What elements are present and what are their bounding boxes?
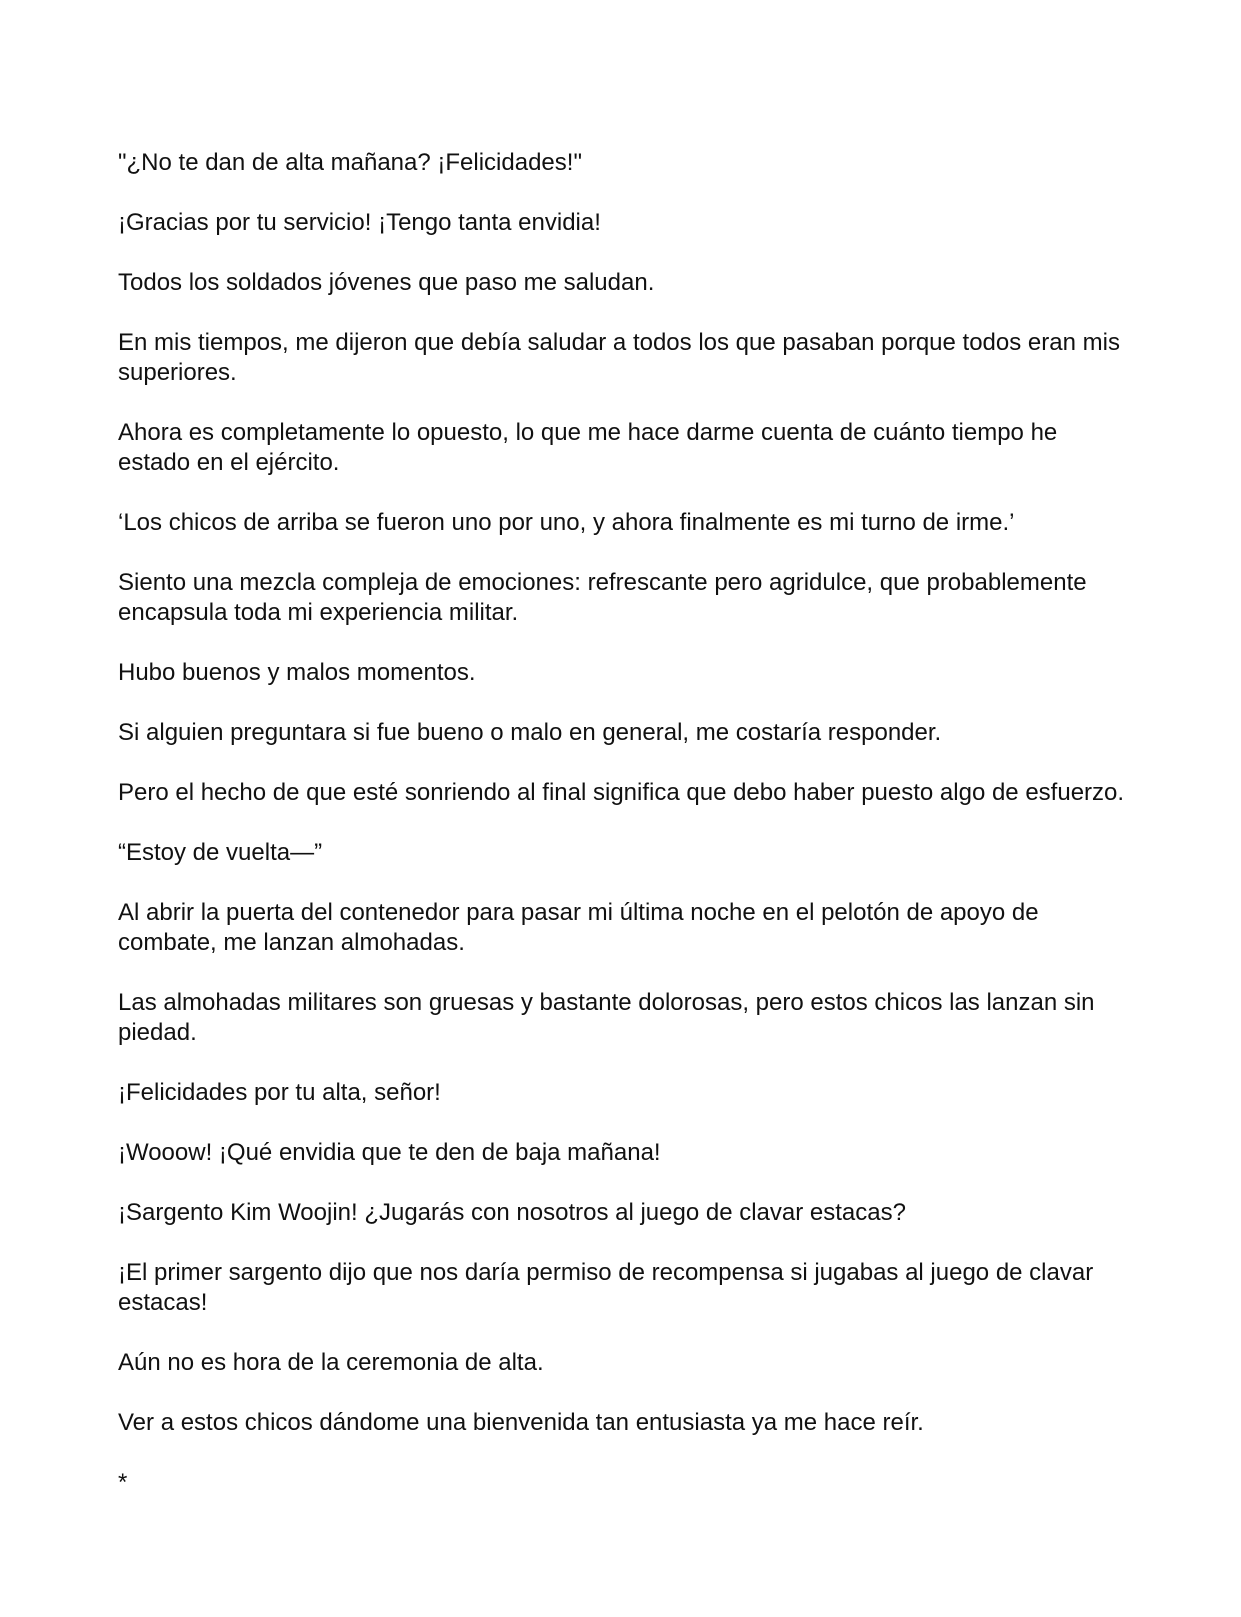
paragraph: ¡Gracias por tu servicio! ¡Tengo tanta envidia! — [118, 209, 601, 236]
paragraph: En mis tiempos, me dijeron que debía saludar a todos los que pasaban porque todos eran mis superiores. — [118, 329, 1120, 386]
paragraph: Siento una mezcla compleja de emociones: refrescante pero agridulce, que probablemente encapsula toda mi experiencia militar. — [118, 569, 1087, 626]
paragraph: ‘Los chicos de arriba se fueron uno por uno, y ahora finalmente es mi turno de irme.’ — [118, 509, 1015, 536]
paragraph: "¿No te dan de alta mañana? ¡Felicidades!" — [118, 149, 582, 176]
paragraph: Las almohadas militares son gruesas y bastante dolorosas, pero estos chicos las lanzan sin piedad. — [118, 989, 1095, 1046]
paragraph: Ahora es completamente lo opuesto, lo que me hace darme cuenta de cuánto tiempo he estado en el ejército. — [118, 419, 1058, 476]
paragraph: ¡El primer sargento dijo que nos daría permiso de recompensa si jugabas al juego de clavar estacas! — [118, 1259, 1094, 1316]
paragraph: ¡Wooow! ¡Qué envidia que te den de baja mañana! — [118, 1139, 661, 1166]
paragraph: Ver a estos chicos dándome una bienvenida tan entusiasta ya me hace reír. — [118, 1409, 924, 1436]
scene-break-marker: * — [118, 1469, 128, 1496]
paragraph: Al abrir la puerta del contenedor para pasar mi última noche en el pelotón de apoyo de combate, me lanzan almohadas. — [118, 899, 1039, 956]
paragraph: ¡Sargento Kim Woojin! ¿Jugarás con nosotros al juego de clavar estacas? — [118, 1199, 906, 1226]
paragraph: “Estoy de vuelta—” — [118, 839, 323, 866]
paragraph: Todos los soldados jóvenes que paso me saludan. — [118, 269, 655, 296]
paragraph: Pero el hecho de que esté sonriendo al final significa que debo haber puesto algo de esfuerzo. — [118, 779, 1125, 806]
paragraph: Hubo buenos y malos momentos. — [118, 659, 476, 686]
document-body — [118, 148, 1128, 1498]
paragraph: Aún no es hora de la ceremonia de alta. — [118, 1349, 544, 1376]
paragraph: Si alguien preguntara si fue bueno o malo en general, me costaría responder. — [118, 719, 942, 746]
paragraph: ¡Felicidades por tu alta, señor! — [118, 1079, 441, 1106]
